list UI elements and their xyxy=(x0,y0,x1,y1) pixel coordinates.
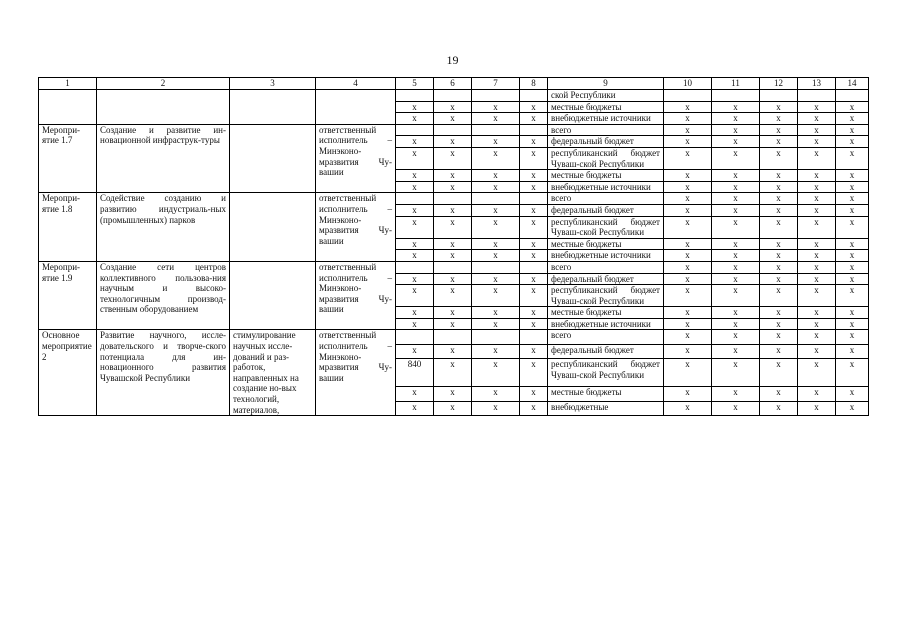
program-cell-2: Развитие научного, иссле-довательского и творче-ского потенциала для ин-новационного развития Чувашской Республики xyxy=(97,330,230,416)
table-row xyxy=(39,261,869,273)
value-cell: x xyxy=(836,318,869,330)
value-cell: x xyxy=(520,344,548,359)
value-cell: x xyxy=(760,113,798,125)
value-cell: x xyxy=(836,387,869,402)
value-cell: x xyxy=(712,285,760,307)
value-cell: x xyxy=(798,170,836,182)
value-cell: x xyxy=(712,170,760,182)
value-cell xyxy=(472,193,520,205)
value-cell: x xyxy=(664,147,712,169)
value-cell: x xyxy=(712,250,760,262)
value-cell: x xyxy=(798,359,836,387)
value-cell: x xyxy=(760,261,798,273)
value-cell: x xyxy=(520,307,548,319)
value-cell: x xyxy=(712,113,760,125)
value-cell xyxy=(836,90,869,102)
program-cell-3 xyxy=(230,193,316,262)
value-cell: x xyxy=(520,273,548,285)
table-body xyxy=(39,78,869,416)
program-cell-4: ответственный исполнитель – Минэконо-мразвития Чу-вашии xyxy=(316,124,396,193)
value-cell: x xyxy=(836,344,869,359)
value-cell: x xyxy=(836,359,869,387)
value-cell: x xyxy=(712,401,760,416)
value-cell: x xyxy=(664,318,712,330)
value-cell: x xyxy=(520,101,548,113)
program-cell-1: Меропри-ятие 1.9 xyxy=(39,261,97,330)
value-cell: x xyxy=(836,204,869,216)
value-cell: x xyxy=(434,344,472,359)
value-cell: x xyxy=(434,359,472,387)
value-cell: x xyxy=(798,101,836,113)
value-cell: x xyxy=(798,204,836,216)
value-cell: x xyxy=(664,101,712,113)
column-header: 13 xyxy=(798,78,836,90)
column-header: 2 xyxy=(97,78,230,90)
value-cell: x xyxy=(520,401,548,416)
program-cell-2: Содействие созданию и развитию индустриаль-ных (промышленных) парков xyxy=(97,193,230,262)
column-header: 11 xyxy=(712,78,760,90)
value-cell xyxy=(472,261,520,273)
value-cell: x xyxy=(836,330,869,345)
value-cell: x xyxy=(836,307,869,319)
value-cell: x xyxy=(712,238,760,250)
value-cell xyxy=(472,124,520,136)
program-cell-2: Создание и развитие ин-новационной инфраструк-туры xyxy=(97,124,230,193)
value-cell: x xyxy=(434,401,472,416)
program-cell-1: Меропри-ятие 1.8 xyxy=(39,193,97,262)
program-cell-3 xyxy=(230,124,316,193)
value-cell: x xyxy=(712,261,760,273)
value-cell: x xyxy=(836,250,869,262)
value-cell: x xyxy=(760,238,798,250)
value-cell: x xyxy=(798,307,836,319)
value-cell: x xyxy=(472,359,520,387)
table-row xyxy=(39,90,869,102)
value-cell: x xyxy=(664,113,712,125)
value-cell: x xyxy=(664,238,712,250)
program-cell-3 xyxy=(230,90,316,125)
column-header: 3 xyxy=(230,78,316,90)
value-cell: x xyxy=(712,273,760,285)
value-cell: x xyxy=(664,181,712,193)
column-header: 1 xyxy=(39,78,97,90)
value-cell: x xyxy=(836,193,869,205)
value-cell: x xyxy=(472,147,520,169)
value-cell: x xyxy=(712,204,760,216)
program-cell-1: Основное мероприятие 2 xyxy=(39,330,97,416)
value-cell: x xyxy=(472,250,520,262)
value-cell: x xyxy=(712,101,760,113)
value-cell xyxy=(520,90,548,102)
funding-source-cell: республиканский бюджет Чуваш-ской Республики xyxy=(548,285,664,307)
value-cell: x xyxy=(760,124,798,136)
column-header: 7 xyxy=(472,78,520,90)
value-cell: x xyxy=(520,238,548,250)
funding-source-cell: местные бюджеты xyxy=(548,101,664,113)
value-cell: x xyxy=(798,330,836,345)
value-cell: x xyxy=(712,124,760,136)
value-cell: x xyxy=(760,193,798,205)
value-cell: x xyxy=(520,216,548,238)
value-cell: x xyxy=(520,387,548,402)
value-cell: x xyxy=(798,401,836,416)
funding-source-cell: внебюджетные источники xyxy=(548,318,664,330)
value-cell: x xyxy=(798,193,836,205)
value-cell: x xyxy=(664,344,712,359)
value-cell xyxy=(396,330,434,345)
funding-source-cell: местные бюджеты xyxy=(548,307,664,319)
value-cell: x xyxy=(434,250,472,262)
value-cell xyxy=(798,90,836,102)
value-cell: x xyxy=(664,136,712,148)
funding-source-cell: внебюджетные xyxy=(548,401,664,416)
column-header: 8 xyxy=(520,78,548,90)
value-cell: x xyxy=(712,307,760,319)
value-cell: x xyxy=(520,170,548,182)
value-cell: x xyxy=(798,318,836,330)
program-table xyxy=(38,77,869,416)
funding-source-cell: республиканский бюджет Чуваш-ской Республики xyxy=(548,147,664,169)
value-cell: x xyxy=(836,401,869,416)
value-cell: x xyxy=(760,330,798,345)
value-cell: x xyxy=(472,285,520,307)
value-cell xyxy=(396,193,434,205)
column-header: 14 xyxy=(836,78,869,90)
value-cell: x xyxy=(434,101,472,113)
value-cell: x xyxy=(664,330,712,345)
value-cell: x xyxy=(798,344,836,359)
program-cell-4: ответственный исполнитель – Минэконо-мразвития Чу-вашии xyxy=(316,330,396,416)
value-cell: x xyxy=(836,216,869,238)
value-cell: x xyxy=(472,181,520,193)
value-cell: x xyxy=(472,401,520,416)
value-cell xyxy=(520,193,548,205)
value-cell xyxy=(396,90,434,102)
value-cell: x xyxy=(760,401,798,416)
program-cell-1 xyxy=(39,90,97,125)
value-cell xyxy=(396,261,434,273)
value-cell: x xyxy=(798,387,836,402)
value-cell: x xyxy=(396,147,434,169)
value-cell: x xyxy=(836,170,869,182)
value-cell: x xyxy=(396,344,434,359)
program-cell-2: Создание сети центров коллективного пользова-ния научным и высоко-технологичным производ-ственным оборудованием xyxy=(97,261,230,330)
value-cell: x xyxy=(520,318,548,330)
value-cell: x xyxy=(520,136,548,148)
value-cell: x xyxy=(434,216,472,238)
value-cell: x xyxy=(396,181,434,193)
program-cell-4: ответственный исполнитель – Минэконо-мразвития Чу-вашии xyxy=(316,193,396,262)
value-cell: x xyxy=(798,250,836,262)
value-cell: x xyxy=(520,285,548,307)
value-cell: x xyxy=(434,273,472,285)
program-cell-3 xyxy=(230,261,316,330)
value-cell: x xyxy=(664,170,712,182)
table-row xyxy=(39,330,869,345)
value-cell: x xyxy=(760,181,798,193)
value-cell: x xyxy=(472,101,520,113)
value-cell: x xyxy=(664,285,712,307)
value-cell: x xyxy=(664,359,712,387)
value-cell: x xyxy=(520,359,548,387)
value-cell: x xyxy=(760,273,798,285)
value-cell: x xyxy=(434,147,472,169)
value-cell: x xyxy=(396,250,434,262)
column-header: 5 xyxy=(396,78,434,90)
value-cell xyxy=(434,124,472,136)
value-cell: x xyxy=(712,193,760,205)
funding-source-cell: всего xyxy=(548,330,664,345)
value-cell: x xyxy=(760,307,798,319)
value-cell: x xyxy=(434,318,472,330)
value-cell: x xyxy=(712,136,760,148)
value-cell: x xyxy=(396,401,434,416)
value-cell xyxy=(712,90,760,102)
value-cell: x xyxy=(472,113,520,125)
value-cell: x xyxy=(472,307,520,319)
value-cell: x xyxy=(520,147,548,169)
funding-source-cell: всего xyxy=(548,261,664,273)
column-header: 10 xyxy=(664,78,712,90)
funding-source-cell: внебюджетные источники xyxy=(548,250,664,262)
program-cell-1: Меропри-ятие 1.7 xyxy=(39,124,97,193)
value-cell: x xyxy=(798,181,836,193)
value-cell: x xyxy=(760,204,798,216)
value-cell: x xyxy=(664,387,712,402)
value-cell: x xyxy=(712,344,760,359)
funding-source-cell: внебюджетные источники xyxy=(548,181,664,193)
value-cell: x xyxy=(798,136,836,148)
value-cell: x xyxy=(760,387,798,402)
column-header: 12 xyxy=(760,78,798,90)
funding-source-cell: республиканский бюджет Чуваш-ской Республики xyxy=(548,216,664,238)
value-cell xyxy=(434,330,472,345)
table-row xyxy=(39,193,869,205)
value-cell: x xyxy=(396,216,434,238)
value-cell: x xyxy=(712,387,760,402)
funding-source-cell: федеральный бюджет xyxy=(548,273,664,285)
value-cell: x xyxy=(798,285,836,307)
program-cell-4 xyxy=(316,90,396,125)
value-cell: x xyxy=(664,307,712,319)
value-cell: x xyxy=(396,136,434,148)
column-header: 9 xyxy=(548,78,664,90)
value-cell: x xyxy=(760,147,798,169)
value-cell: x xyxy=(396,387,434,402)
value-cell: x xyxy=(836,261,869,273)
funding-source-cell: ской Республики xyxy=(548,90,664,102)
funding-source-cell: федеральный бюджет xyxy=(548,344,664,359)
value-cell xyxy=(396,124,434,136)
funding-source-cell: внебюджетные источники xyxy=(548,113,664,125)
program-cell-4: ответственный исполнитель – Минэконо-мразвития Чу-вашии xyxy=(316,261,396,330)
value-cell: x xyxy=(664,216,712,238)
value-cell: x xyxy=(712,359,760,387)
value-cell: x xyxy=(664,124,712,136)
value-cell: x xyxy=(760,101,798,113)
value-cell: x xyxy=(472,387,520,402)
value-cell: x xyxy=(798,147,836,169)
funding-source-cell: федеральный бюджет xyxy=(548,136,664,148)
value-cell: x xyxy=(434,285,472,307)
value-cell: x xyxy=(434,170,472,182)
column-header: 4 xyxy=(316,78,396,90)
value-cell: x xyxy=(836,238,869,250)
value-cell: x xyxy=(798,273,836,285)
value-cell xyxy=(520,124,548,136)
value-cell xyxy=(520,330,548,345)
value-cell: x xyxy=(760,136,798,148)
funding-source-cell: местные бюджеты xyxy=(548,387,664,402)
value-cell: x xyxy=(520,113,548,125)
value-cell: x xyxy=(798,261,836,273)
value-cell: x xyxy=(836,147,869,169)
value-cell: x xyxy=(836,181,869,193)
value-cell: x xyxy=(760,318,798,330)
value-cell: x xyxy=(798,216,836,238)
value-cell: x xyxy=(712,216,760,238)
funding-source-cell: местные бюджеты xyxy=(548,170,664,182)
value-cell: x xyxy=(712,147,760,169)
header-row xyxy=(39,78,869,90)
value-cell: x xyxy=(836,273,869,285)
value-cell: x xyxy=(434,204,472,216)
value-cell: x xyxy=(434,307,472,319)
value-cell: x xyxy=(760,216,798,238)
column-header: 6 xyxy=(434,78,472,90)
value-cell: x xyxy=(664,193,712,205)
funding-source-cell: всего xyxy=(548,193,664,205)
value-cell: x xyxy=(472,216,520,238)
page-number: 19 xyxy=(446,53,459,67)
value-cell: x xyxy=(712,181,760,193)
value-cell: x xyxy=(472,204,520,216)
value-cell xyxy=(434,261,472,273)
value-cell: x xyxy=(434,136,472,148)
value-cell: x xyxy=(760,170,798,182)
value-cell: x xyxy=(520,181,548,193)
value-cell: x xyxy=(472,170,520,182)
value-cell: x xyxy=(836,285,869,307)
value-cell: x xyxy=(760,344,798,359)
funding-source-cell: всего xyxy=(548,124,664,136)
program-cell-2 xyxy=(97,90,230,125)
value-cell: x xyxy=(520,204,548,216)
value-cell: x xyxy=(664,250,712,262)
value-cell: x xyxy=(396,101,434,113)
value-cell: x xyxy=(836,136,869,148)
value-cell: x xyxy=(664,273,712,285)
value-cell: x xyxy=(760,285,798,307)
funding-source-cell: федеральный бюджет xyxy=(548,204,664,216)
value-cell: x xyxy=(520,250,548,262)
value-cell: x xyxy=(798,238,836,250)
value-cell: x xyxy=(472,344,520,359)
value-cell xyxy=(664,90,712,102)
value-cell: x xyxy=(836,113,869,125)
value-cell: x xyxy=(434,181,472,193)
value-cell xyxy=(434,90,472,102)
value-cell xyxy=(472,330,520,345)
value-cell: x xyxy=(434,238,472,250)
value-cell: x xyxy=(396,285,434,307)
value-cell: x xyxy=(434,387,472,402)
value-cell: x xyxy=(760,359,798,387)
value-cell: x xyxy=(664,401,712,416)
value-cell: x xyxy=(396,113,434,125)
value-cell: x xyxy=(798,113,836,125)
value-cell: x xyxy=(712,330,760,345)
funding-source-cell: республиканский бюджет Чуваш-ской Республики xyxy=(548,359,664,387)
table-row xyxy=(39,124,869,136)
value-cell: x xyxy=(798,124,836,136)
value-cell xyxy=(760,90,798,102)
value-cell: x xyxy=(396,318,434,330)
value-cell: x xyxy=(712,318,760,330)
value-cell: x xyxy=(472,273,520,285)
value-cell xyxy=(472,90,520,102)
value-cell: 840 xyxy=(396,359,434,387)
value-cell xyxy=(520,261,548,273)
value-cell: x xyxy=(836,101,869,113)
value-cell: x xyxy=(396,273,434,285)
value-cell: x xyxy=(396,307,434,319)
value-cell: x xyxy=(472,238,520,250)
value-cell: x xyxy=(472,318,520,330)
value-cell: x xyxy=(396,204,434,216)
value-cell: x xyxy=(664,204,712,216)
value-cell: x xyxy=(836,124,869,136)
value-cell xyxy=(434,193,472,205)
value-cell: x xyxy=(760,250,798,262)
value-cell: x xyxy=(472,136,520,148)
value-cell: x xyxy=(434,113,472,125)
value-cell: x xyxy=(396,238,434,250)
funding-source-cell: местные бюджеты xyxy=(548,238,664,250)
program-cell-3: стимулирование научных иссле-дований и раз-работок, направленных на создание но-вых технологий, материалов, xyxy=(230,330,316,416)
value-cell: x xyxy=(664,261,712,273)
value-cell: x xyxy=(396,170,434,182)
